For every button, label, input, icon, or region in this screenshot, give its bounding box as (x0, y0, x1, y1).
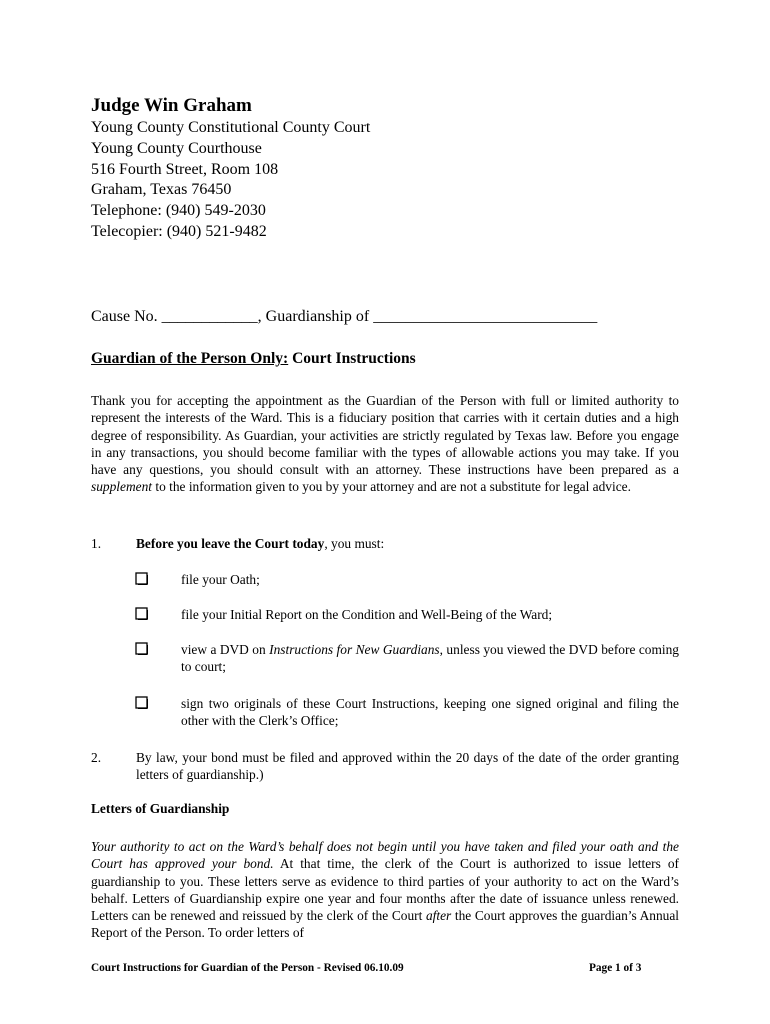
item-1-bold: Before you leave the Court today (136, 536, 325, 551)
address-line: Young County Constitutional County Court (91, 119, 371, 136)
checklist-item-sign-originals: sign two originals of these Court Instructions, keeping one signed original and filing the other with the Clerk’s Office; (181, 696, 679, 729)
letters-text-end: the Court approves the guardian’s Annual Report of the Person. To order letters of (91, 908, 679, 941)
document-title (91, 350, 416, 368)
intro-italic: supplement (91, 479, 152, 495)
telecopier-line: Telecopier: (940) 521-9482 (91, 222, 267, 240)
letters-italic-after: after (425, 908, 452, 924)
title-underlined: Guardian of the Person Only: (91, 350, 289, 367)
item-1-text (136, 535, 679, 552)
intro-text: Thank you for accepting the appointment as the Guardian of the Person with full or limited authority to represent the interests of the Ward. This is a fiduciary position that carries with it certain duties and a high degree of responsibility. As Guardian, your activities are strictly regulated by Texas law. Before you engage in any transactions, you should become familiar with the types of allowable actions you may take. If you have any questions, you should consult with an attorney. These instructions have been prepared as a (91, 393, 679, 478)
item-2-text: By law, your bond must be filed and approved within the 20 days of the date of the order granting letters of guardianship.) (136, 750, 679, 783)
dvd-text: view a DVD on (181, 642, 270, 657)
title-rest: Court Instructions (288, 350, 416, 367)
footer-revision: Court Instructions for Guardian of the Person - Revised 06.10.09 (91, 962, 404, 974)
item-number: 1. (91, 536, 102, 551)
cause-number-line: Cause No. ____________, Guardianship of ____________________________ (91, 308, 598, 325)
checkbox-icon[interactable] (135, 642, 148, 655)
checklist-item-initial-report: file your Initial Report on the Condition and Well-Being of the Ward; (181, 607, 553, 622)
address-line: Young County Courthouse (91, 139, 262, 157)
dvd-text-end: , unless you viewed the DVD before coming to court; (181, 642, 680, 675)
telephone-line: Telephone: (940) 549-2030 (91, 202, 266, 220)
dvd-title: Instructions for New Guardians (269, 642, 440, 657)
item-1-rest: , you must: (324, 536, 385, 551)
intro-paragraph (91, 392, 679, 496)
intro-text-end: to the information given to you by your attorney and are not a substitute for legal advice. (152, 479, 631, 495)
letters-heading: Letters of Guardianship (91, 801, 230, 816)
letters-text: At that time, the clerk of the Court is authorized to issue letters of guardianship to you. These letters serve as evidence to third parties of your authority to act on the Ward’s behalf. Letters of Guardianship expire one year and four months after the date of issuance unless renewed. Letters can be renewed and reissued by the clerk of the Court (91, 856, 679, 924)
letters-paragraph (91, 838, 679, 942)
judge-name: Judge Win Graham (91, 95, 252, 116)
checkbox-icon[interactable] (135, 696, 148, 709)
footer-page-number: Page 1 of 3 (589, 962, 642, 974)
address-line: 516 Fourth Street, Room 108 (91, 160, 279, 178)
item-number: 2. (91, 750, 102, 765)
checkbox-icon[interactable] (135, 607, 148, 620)
checklist-item-oath: file your Oath; (181, 572, 260, 587)
address-line: Graham, Texas 76450 (91, 181, 232, 199)
letters-italic-lead: Your authority to act on the Ward’s behalf does not begin until you have taken and filed your oath and the Court has approved your bond. (91, 839, 679, 872)
court-header (91, 94, 691, 243)
checklist-item-dvd (181, 641, 679, 676)
checkbox-icon[interactable] (135, 572, 148, 585)
